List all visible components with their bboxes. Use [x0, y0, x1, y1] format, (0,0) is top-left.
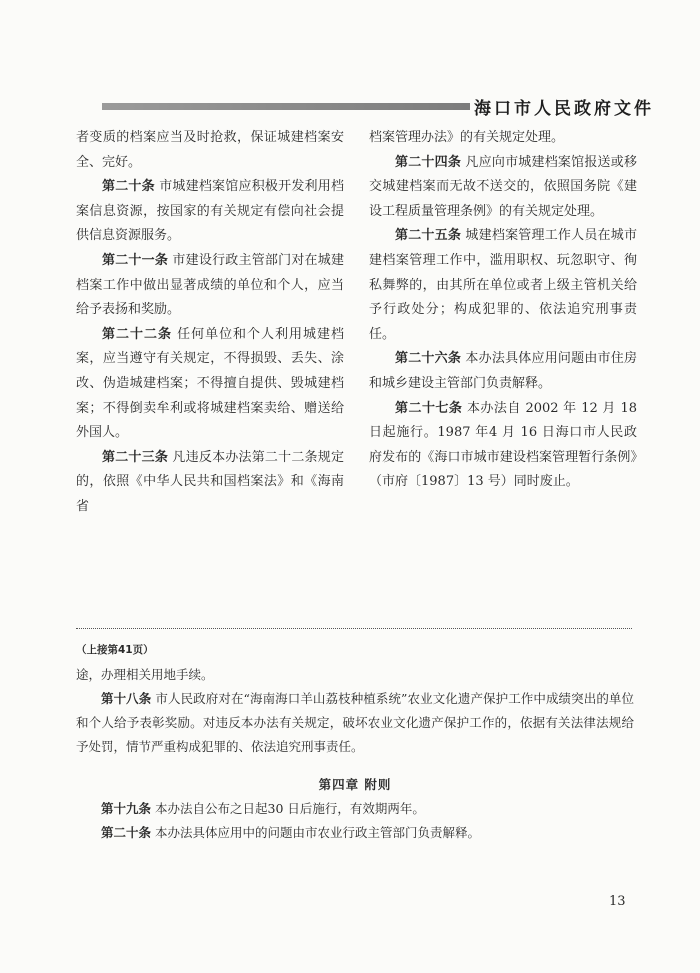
continued-section [76, 638, 634, 845]
page-number: 13 [609, 894, 626, 909]
paragraph: 档案管理办法》的有关规定处理。 [369, 130, 565, 145]
article-24: 第二十四条 凡应向市城建档案馆报送或移交城建档案而无故不送交的，依照国务院《建设工程质量管理条例》的有关规定处理。 [369, 154, 637, 219]
article-number: 第二十七条 [395, 400, 463, 416]
article-19: 第十九条 本办法自公布之日起30 日后施行，有效期两年。 [101, 801, 425, 816]
article-number: 第二十二条 [102, 326, 172, 342]
continued-note: （上接第41页） [76, 644, 154, 656]
article-20: 第二十条 市城建档案馆应积极开发利用档案信息资源，按国家的有关规定有偿向社会提供信息资源服务。 [76, 179, 344, 244]
article-number: 第十八条 [101, 691, 152, 706]
article-21: 第二十一条 市建设行政主管部门对在城建档案工作中做出显著成绩的单位和个人，应当给予表扬和奖励。 [76, 252, 344, 318]
header-rule [102, 103, 470, 110]
article-number: 第二十六条 [395, 351, 462, 367]
article-23: 第二十三条 凡违反本办法第二十二条规定的，依照《中华人民共和国档案法》和《海南省 [76, 449, 344, 514]
article-number: 第二十四条 [395, 154, 462, 170]
section-divider [76, 628, 632, 629]
article-number: 第二十条 [101, 825, 152, 840]
article-number: 第十九条 [101, 801, 152, 816]
article-number: 第二十三条 [102, 449, 169, 465]
article-22: 第二十二条 任何单位和个人利用城建档案，应当遵守有关规定，不得损毁、丢失、涂改、伪造城建档案；不得擅自提供、毁城建档案；不得倒卖牟利或将城建档案卖给、赠送给外国人。 [76, 326, 344, 441]
page-header-title: 海口市人民政府文件 [474, 99, 654, 119]
paragraph: 途，办理相关用地手续。 [76, 667, 214, 682]
article-18: 第十八条 市人民政府对在“海南海口羊山荔枝种植系统”农业文化遗产保护工作中成绩突出的单位和个人给予表彰奖励。对违反本办法有关规定，破坏农业文化遗产保护工作的，依据有关法律法规给予处罚，情节严重构成犯罪的、依法追究刑事责任。 [76, 691, 634, 754]
article-20-bottom: 第二十条 本办法具体应用中的问题由市农业行政主管部门负责解释。 [101, 825, 480, 840]
chapter-heading: 第四章 附则 [318, 777, 392, 792]
article-25: 第二十五条 城建档案管理工作人员在城市建档案管理工作中，滥用职权、玩忽职守、徇私舞弊的，由其所在单位或者上级主管机关给予行政处分；构成犯罪的、依法追究刑事责任。 [369, 228, 637, 342]
right-column [369, 126, 637, 495]
article-number: 第二十五条 [395, 228, 462, 244]
article-number: 第二十一条 [102, 252, 169, 268]
article-26: 第二十六条 本办法具体应用问题由市住房和城乡建设主管部门负责解释。 [369, 351, 637, 391]
left-column [76, 126, 344, 520]
paragraph: 者变质的档案应当及时抢救，保证城建档案安全、完好。 [76, 130, 344, 170]
article-27: 第二十七条 本办法自 2002 年 12 月 18 日起施行。1987 年4 月 16 日海口市人民政府发布的《海口市城市建设档案管理暂行条例》（市府〔1987〕13 号）同时废止。 [369, 400, 637, 490]
article-number: 第二十条 [102, 179, 155, 195]
